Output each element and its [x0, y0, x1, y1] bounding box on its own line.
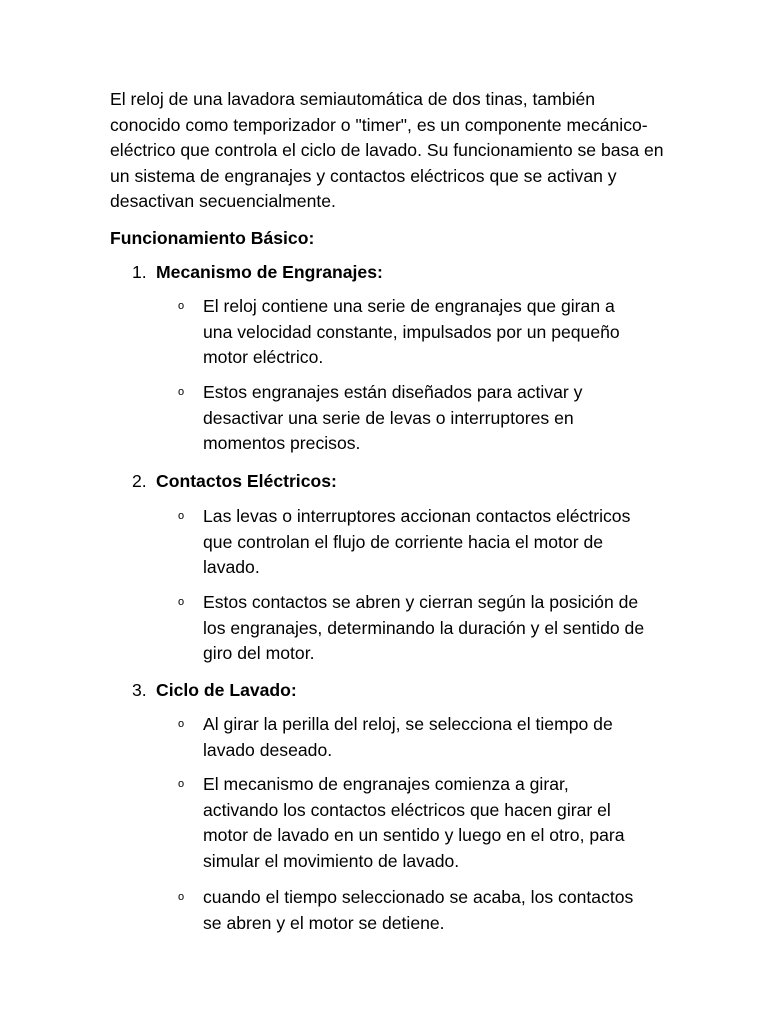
item-number: 1.	[132, 262, 147, 282]
bullet-icon: o	[178, 891, 185, 903]
list-item-text: cuando el tiempo seleccionado se acaba, los contactos se abren y el motor se detiene.	[203, 887, 634, 933]
bullet-icon: o	[178, 778, 185, 790]
list-item	[178, 380, 648, 457]
item-number: 2.	[132, 471, 147, 491]
list-item-text: Las levas o interruptores accionan contactos eléctricos que controlan el flujo de corriente hacia el motor de lavado.	[203, 506, 631, 577]
list-item	[178, 590, 648, 667]
bullet-icon: o	[178, 386, 185, 398]
list-item	[178, 504, 648, 581]
list-item	[178, 772, 648, 874]
bullet-icon: o	[178, 718, 185, 730]
list-item-text: Al girar la perilla del reloj, se selecciona el tiempo de lavado deseado.	[203, 714, 613, 760]
list-item	[178, 712, 648, 763]
item-title: Ciclo de Lavado:	[156, 680, 297, 700]
bullet-icon: o	[178, 596, 185, 608]
list-item-text: Estos engranajes están diseñados para activar y desactivar una serie de levas o interruptores en momentos precisos.	[203, 382, 583, 453]
list-item-text: El reloj contiene una serie de engranajes que giran a una velocidad constante, impulsados por un pequeño motor eléctrico.	[203, 296, 620, 367]
list-item	[178, 885, 648, 936]
intro-paragraph: El reloj de una lavadora semiautomática de dos tinas, también conocido como temporizador o "timer", es un componente mecánico-eléctrico que controla el ciclo de lavado. Su funcionamiento se basa en un sistema de engranajes y contactos eléctricos que se activan y desactivan secuencialmente.	[110, 89, 664, 211]
item-title: Contactos Eléctricos:	[156, 471, 337, 491]
bullet-icon: o	[178, 300, 185, 312]
list-item	[178, 294, 648, 371]
item-number: 3.	[132, 680, 147, 700]
list-item-text: Estos contactos se abren y cierran según la posición de los engranajes, determinando la duración y el sentido de giro del motor.	[203, 592, 645, 663]
item-title: Mecanismo de Engranajes:	[156, 262, 383, 282]
bullet-icon: o	[178, 510, 185, 522]
section-heading: Funcionamiento Básico:	[110, 228, 315, 248]
list-item-text: El mecanismo de engranajes comienza a girar, activando los contactos eléctricos que hacen girar el motor de lavado en un sentido y luego en el otro, para simular el movimiento de lavado.	[203, 774, 625, 871]
